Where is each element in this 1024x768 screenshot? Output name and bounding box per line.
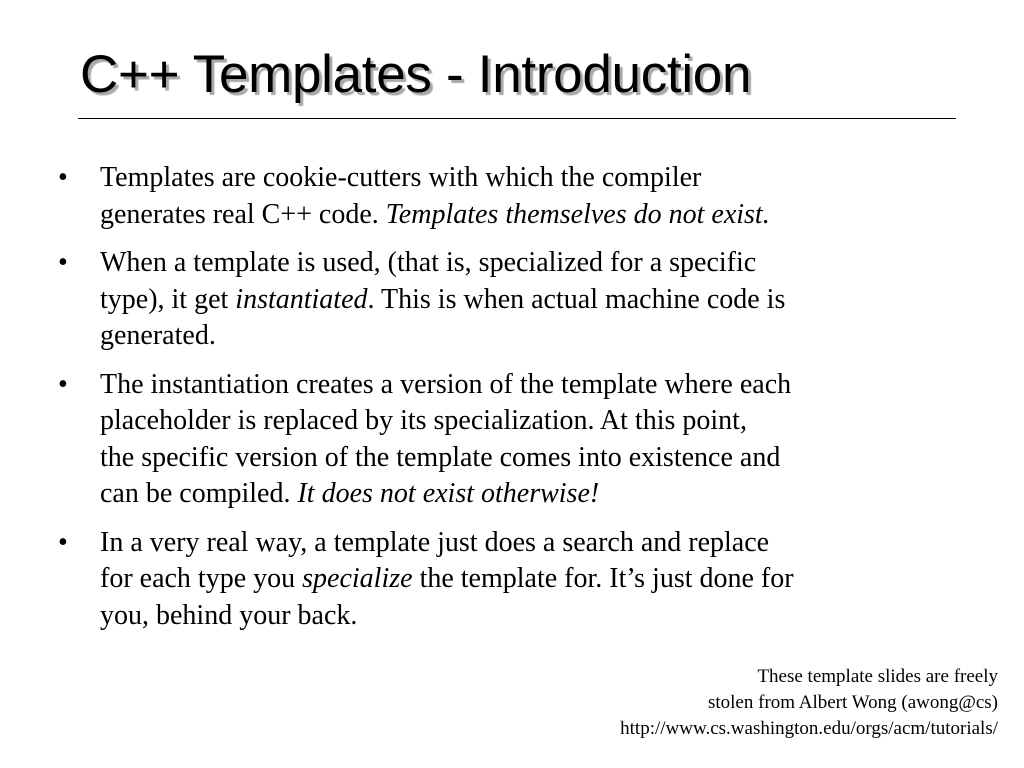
- bullet-text: The instantiation creates a version of the template where each: [100, 368, 792, 400]
- bullet-text: . This is when actual machine code is: [367, 283, 786, 315]
- bullet-text: can be compiled.: [100, 478, 298, 509]
- bullet-text: When a template is used, (that is, specialized for a specific: [100, 247, 757, 278]
- bullet-list: [58, 160, 958, 646]
- bullet-text: Templates are cookie-cutters with which the compiler: [100, 162, 702, 193]
- bullet-text: generates real C++ code.: [100, 198, 386, 230]
- bullet-marker: •: [58, 247, 68, 278]
- bullet-text: for each type you: [100, 563, 303, 594]
- title-divider: [78, 118, 956, 119]
- bullet-item: [58, 245, 958, 355]
- bullet-line: [100, 476, 958, 513]
- credit-line: These template slides are freely: [757, 666, 998, 687]
- bullet-text: placeholder is replaced by its specialization. At this point,: [100, 405, 747, 436]
- bullet-emphasis: specialize: [302, 563, 413, 594]
- bullet-line: [100, 403, 958, 440]
- bullet-line: [100, 561, 958, 598]
- credit-note: [620, 664, 998, 742]
- bullet-text: generated.: [100, 320, 216, 351]
- bullet-line: [100, 282, 958, 319]
- bullet-text: type), it get: [100, 283, 236, 315]
- bullet-marker: •: [58, 526, 68, 558]
- bullet-marker: •: [58, 162, 68, 193]
- bullet-line: [100, 197, 958, 234]
- bullet-line: [100, 525, 958, 562]
- credit-url: http://www.cs.washington.edu/orgs/acm/tutorials/: [620, 718, 998, 739]
- bullet-line: [100, 598, 958, 635]
- bullet-emphasis: instantiated: [235, 283, 368, 315]
- bullet-line: [100, 318, 958, 355]
- bullet-line: [100, 440, 958, 477]
- bullet-item: [58, 367, 958, 513]
- bullet-emphasis: It does not exist otherwise!: [297, 478, 600, 509]
- bullet-emphasis: Templates themselves do not exist.: [385, 198, 770, 230]
- bullet-line: [100, 160, 958, 197]
- slide-title: C++ Templates - Introduction: [80, 45, 752, 104]
- bullet-text: the specific version of the template comes into existence and: [100, 441, 781, 473]
- credit-line: stolen from Albert Wong (awong@cs): [707, 692, 998, 713]
- bullet-text: In a very real way, a template just does a search and replace: [100, 526, 770, 558]
- bullet-line: [100, 367, 958, 404]
- bullet-text: you, behind your back.: [100, 599, 358, 631]
- bullet-text: the template for. It’s just done for: [412, 563, 794, 594]
- bullet-line: [100, 245, 958, 282]
- bullet-marker: •: [58, 368, 68, 400]
- bullet-item: [58, 525, 958, 635]
- bullet-item: [58, 160, 958, 233]
